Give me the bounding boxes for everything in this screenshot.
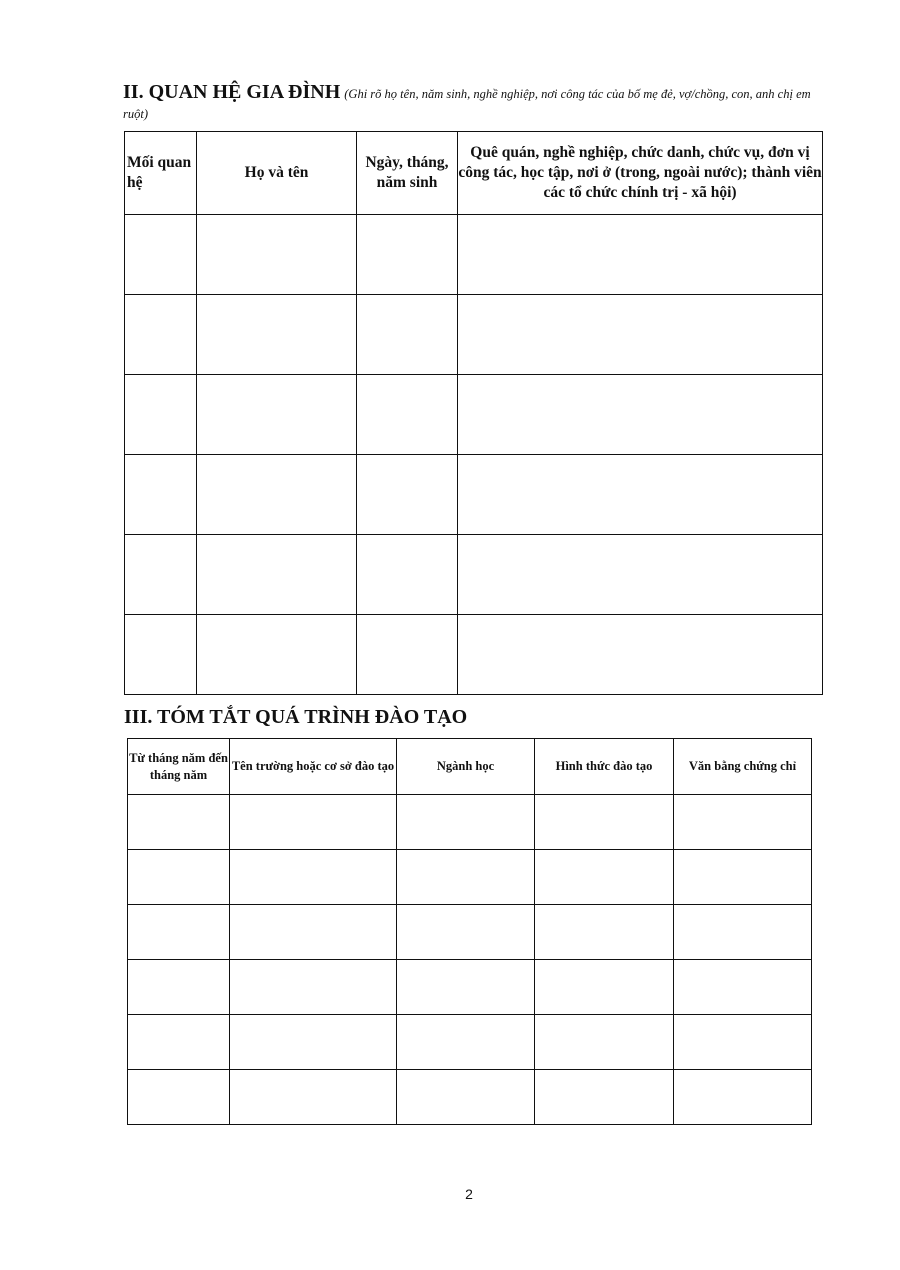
column-header-full-name: Họ và tên xyxy=(197,132,357,215)
column-header-period: Từ tháng năm đến tháng năm xyxy=(128,739,230,795)
table-cell[interactable] xyxy=(357,615,458,695)
table-cell[interactable] xyxy=(197,375,357,455)
table-cell[interactable] xyxy=(458,455,823,535)
section-3-heading: III. TÓM TẮT QUÁ TRÌNH ĐÀO TẠO xyxy=(124,706,468,728)
column-header-training-form: Hình thức đào tạo xyxy=(535,739,674,795)
table-row xyxy=(128,905,812,960)
table-row xyxy=(125,455,823,535)
table-row xyxy=(125,215,823,295)
section-2-heading: II. QUAN HỆ GIA ĐÌNH xyxy=(123,81,341,103)
table-cell[interactable] xyxy=(230,795,397,850)
table-header-row xyxy=(125,132,823,215)
table-row xyxy=(128,795,812,850)
table-cell[interactable] xyxy=(397,1015,535,1070)
table-row xyxy=(128,1070,812,1125)
table-cell[interactable] xyxy=(397,850,535,905)
table-cell[interactable] xyxy=(458,535,823,615)
table-cell[interactable] xyxy=(230,960,397,1015)
table-row xyxy=(125,615,823,695)
table-cell[interactable] xyxy=(197,535,357,615)
column-header-major: Ngành học xyxy=(397,739,535,795)
table-cell[interactable] xyxy=(674,905,812,960)
column-header-degree: Văn bằng chứng chỉ xyxy=(674,739,812,795)
table-cell[interactable] xyxy=(458,215,823,295)
table-cell[interactable] xyxy=(674,1070,812,1125)
table-cell[interactable] xyxy=(458,375,823,455)
table-cell[interactable] xyxy=(197,455,357,535)
column-header-details: Quê quán, nghề nghiệp, chức danh, chức vụ, đơn vị công tác, học tập, nơi ở (trong, ngoài nước); thành viên các tổ chức chính trị - xã hội) xyxy=(458,132,823,215)
table-cell[interactable] xyxy=(357,295,458,375)
table-cell[interactable] xyxy=(357,455,458,535)
table-cell[interactable] xyxy=(397,795,535,850)
table-row xyxy=(125,535,823,615)
table-header-row xyxy=(128,739,812,795)
table-row xyxy=(128,960,812,1015)
table-cell[interactable] xyxy=(674,850,812,905)
table-cell[interactable] xyxy=(128,1070,230,1125)
table-cell[interactable] xyxy=(197,295,357,375)
table-cell[interactable] xyxy=(397,905,535,960)
table-cell[interactable] xyxy=(230,850,397,905)
table-cell[interactable] xyxy=(128,905,230,960)
table-cell[interactable] xyxy=(125,535,197,615)
table-row xyxy=(125,295,823,375)
table-cell[interactable] xyxy=(535,960,674,1015)
table-cell[interactable] xyxy=(125,215,197,295)
column-header-institution: Tên trường hoặc cơ sở đào tạo xyxy=(230,739,397,795)
table-cell[interactable] xyxy=(535,1070,674,1125)
training-history-table xyxy=(127,738,812,1125)
table-cell[interactable] xyxy=(230,905,397,960)
table-cell[interactable] xyxy=(535,1015,674,1070)
table-cell[interactable] xyxy=(357,375,458,455)
table-cell[interactable] xyxy=(674,960,812,1015)
table-cell[interactable] xyxy=(397,960,535,1015)
table-row xyxy=(128,850,812,905)
table-cell[interactable] xyxy=(458,615,823,695)
page-number: 2 xyxy=(465,1186,473,1202)
table-cell[interactable] xyxy=(674,1015,812,1070)
table-cell[interactable] xyxy=(128,960,230,1015)
table-cell[interactable] xyxy=(197,615,357,695)
table-cell[interactable] xyxy=(230,1015,397,1070)
family-relations-table xyxy=(124,131,823,695)
table-cell[interactable] xyxy=(674,795,812,850)
table-cell[interactable] xyxy=(357,535,458,615)
table-cell[interactable] xyxy=(128,795,230,850)
table-row xyxy=(125,375,823,455)
table-cell[interactable] xyxy=(197,215,357,295)
table-row xyxy=(128,1015,812,1070)
table-cell[interactable] xyxy=(357,215,458,295)
table-cell[interactable] xyxy=(125,615,197,695)
table-cell[interactable] xyxy=(397,1070,535,1125)
section-2-title xyxy=(123,82,813,124)
table-cell[interactable] xyxy=(535,905,674,960)
table-cell[interactable] xyxy=(535,795,674,850)
table-cell[interactable] xyxy=(128,1015,230,1070)
table-cell[interactable] xyxy=(125,375,197,455)
table-cell[interactable] xyxy=(125,295,197,375)
section-2-note: (Ghi rõ họ tên, năm sinh, nghề nghiệp, nơi công tác của bố mẹ đẻ, vợ/chồng, con, anh chị em ruột) xyxy=(123,87,811,121)
table-cell[interactable] xyxy=(125,455,197,535)
column-header-birth-date: Ngày, tháng, năm sinh xyxy=(357,132,458,215)
table-cell[interactable] xyxy=(128,850,230,905)
table-cell[interactable] xyxy=(458,295,823,375)
column-header-relationship: Mối quan hệ xyxy=(125,132,197,215)
table-cell[interactable] xyxy=(230,1070,397,1125)
table-cell[interactable] xyxy=(535,850,674,905)
